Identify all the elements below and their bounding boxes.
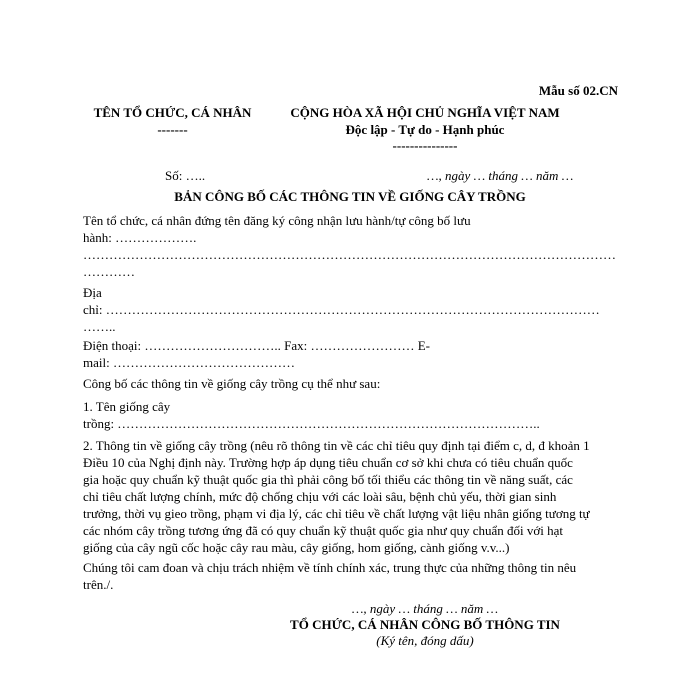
- org-field-dots-end: …………: [83, 264, 135, 279]
- document-number: Số: …..: [165, 168, 206, 183]
- national-motto: Độc lập - Tự do - Hạnh phúc: [345, 122, 505, 137]
- commitment-text: Chúng tôi cam đoan và chịu trách nhiệm về tính chính xác, trung thực của những thông tin nêu: [83, 560, 577, 575]
- item2-line: trưởng, thời vụ gieo trồng, phạm vi địa lý, các chỉ tiêu về chất lượng vật liệu nhân giống tương tự: [83, 506, 590, 521]
- item2-line: 2. Thông tin về giống cây trồng (nêu rõ thông tin về các chỉ tiêu quy định tại điểm c, d, đ khoản 1: [83, 438, 590, 453]
- signature-title: TỔ CHỨC, CÁ NHÂN CÔNG BỐ THÔNG TIN: [290, 617, 560, 632]
- item2-line: Điều 10 của Nghị định này. Trường hợp áp dụng tiêu chuẩn cơ sở khi chưa có tiêu chuẩn quốc: [83, 455, 573, 470]
- contact-field: Điện thoại: ………………………….. Fax: …………………… E-: [83, 338, 431, 353]
- address-field-end: ……..: [83, 319, 116, 334]
- org-field-dots: ……………………………………………………………………………………………………………: [83, 247, 616, 262]
- country-title: CỘNG HÒA XÃ HỘI CHỦ NGHĨA VIỆT NAM: [290, 105, 560, 120]
- signature-date: …, ngày … tháng … năm …: [351, 601, 499, 616]
- intro-text: Công bố các thông tin về giống cây trồng cụ thể như sau:: [83, 376, 381, 391]
- item2-line: chỉ tiêu chất lượng chính, mức độ chống chịu với các loài sâu, bệnh chủ yếu, thời gian sinh: [83, 489, 557, 504]
- address-label: Địa: [83, 285, 102, 300]
- commitment-text-end: trên./.: [83, 577, 114, 592]
- item1-field: trồng: ……………………………………………………………………………………..: [83, 416, 540, 431]
- address-field: chỉ: ……………………………………………………………………………………………………: [83, 302, 600, 317]
- motto-divider: ---------------: [392, 138, 458, 153]
- item2-line: các nhóm cây trồng tương ứng đã có quy chuẩn kỹ thuật quốc gia như quy chuẩn đối với hạt: [83, 523, 564, 538]
- document-date: …, ngày … tháng … năm …: [427, 168, 574, 183]
- form-code: Mẫu số 02.CN: [538, 83, 618, 98]
- item2-line: gia hoặc quy chuẩn kỹ thuật quốc gia thì phải công bố tối thiểu các thông tin về năng suất, các: [83, 472, 573, 487]
- org-divider: -------: [157, 122, 188, 137]
- email-field: mail: ……………………………………: [83, 355, 295, 370]
- item2-line: giống của cây ngũ cốc hoặc cây rau màu, cây giống, hom giống, cành giống v.v...): [83, 540, 510, 555]
- org-name-placeholder: TÊN TỔ CHỨC, CÁ NHÂN: [93, 105, 252, 120]
- org-field-label: Tên tổ chức, cá nhân đứng tên đăng ký công nhận lưu hành/tự công bố lưu: [83, 213, 471, 228]
- org-field-value: hành: ……………….: [83, 230, 197, 245]
- document-title: BẢN CÔNG BỐ CÁC THÔNG TIN VỀ GIỐNG CÂY TRỒNG: [174, 189, 526, 204]
- signature-note: (Ký tên, đóng dấu): [376, 633, 474, 648]
- item1-label: 1. Tên giống cây: [83, 399, 171, 414]
